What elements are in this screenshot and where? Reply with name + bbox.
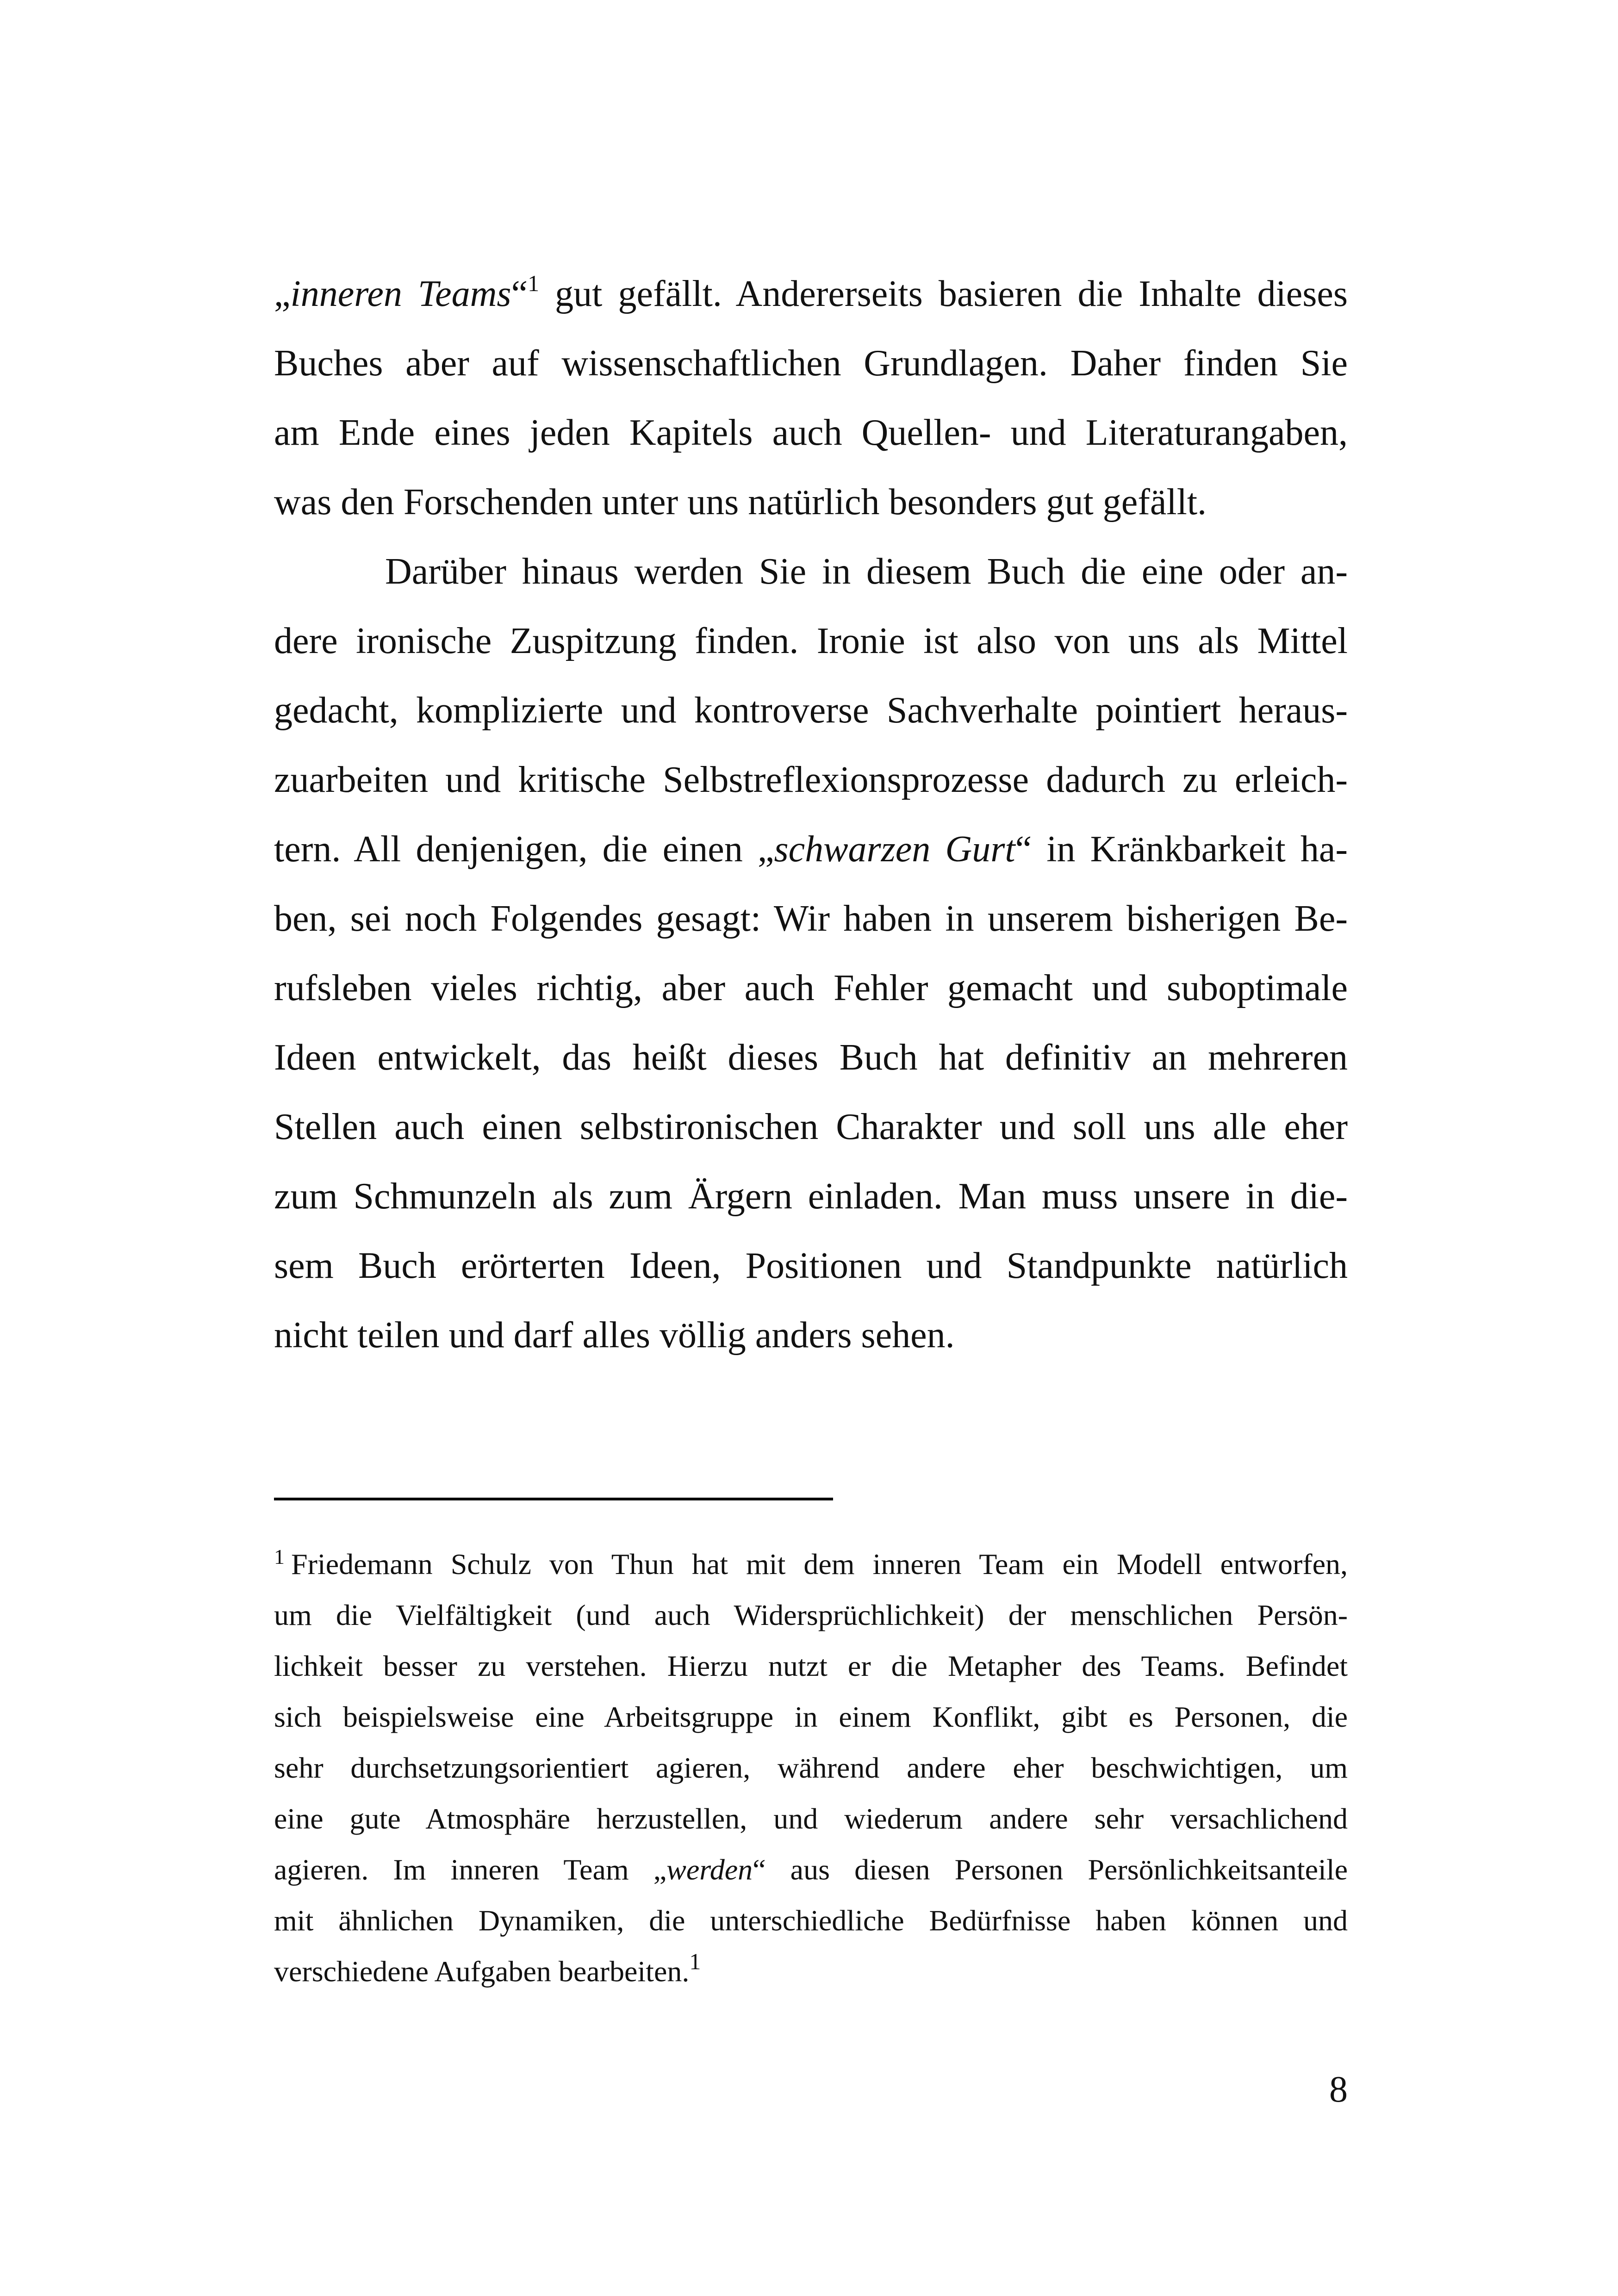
text-line <box>274 1231 1348 1300</box>
text-segment: dere ironische Zuspitzung finden. Ironie ist also von uns als Mittel <box>274 621 1348 661</box>
text-line <box>274 1539 1348 1590</box>
page-number: 8 <box>1329 2069 1348 2110</box>
text-segment: am Ende eines jeden Kapitels auch Quellen- und Literaturangaben, <box>274 412 1348 453</box>
text-line <box>274 1742 1348 1793</box>
text-line <box>274 1023 1348 1092</box>
italic-text: werden <box>666 1853 753 1886</box>
text-segment: gut gefällt. Andererseits basieren die Inhalte dieses <box>539 274 1348 314</box>
text-segment: rufsleben vieles richtig, aber auch Fehler gemacht und suboptimale <box>274 968 1348 1008</box>
text-segment: Ideen entwickelt, das heißt dieses Buch hat definitiv an mehreren <box>274 1037 1348 1078</box>
text-line <box>274 1641 1348 1692</box>
text-segment: zuarbeiten und kritische Selbstreflexionsprozesse dadurch zu erleich- <box>274 759 1348 800</box>
text-line <box>274 1092 1348 1162</box>
text-segment: um die Vielfältigkeit (und auch Widersprüchlichkeit) der menschlichen Persön- <box>274 1599 1348 1631</box>
text-line <box>274 1844 1348 1895</box>
paragraph-1 <box>274 259 1348 537</box>
text-segment: gedacht, komplizierte und kontroverse Sachverhalte pointiert heraus- <box>274 690 1348 731</box>
text-line <box>274 676 1348 745</box>
text-segment: tern. All denjenigen, die einen „ <box>274 829 774 870</box>
footnote-reference[interactable]: 1 <box>689 1948 701 1974</box>
text-segment: was den Forschenden unter uns natürlich besonders gut gefällt. <box>274 482 1207 523</box>
footnote-marker: 1 <box>274 1544 285 1568</box>
text-segment: mit ähnlichen Dynamiken, die unterschiedliche Bedürfnisse haben können und <box>274 1904 1348 1937</box>
text-segment: Stellen auch einen selbstironischen Charakter und soll uns alle eher <box>274 1107 1348 1147</box>
footnote-separator-rule <box>274 1498 833 1500</box>
text-segment: sich beispielsweise eine Arbeitsgruppe in einem Konflikt, gibt es Personen, die <box>274 1700 1348 1733</box>
text-line <box>274 953 1348 1023</box>
text-line <box>274 1946 1348 1997</box>
text-segment: sehr durchsetzungsorientiert agieren, während andere eher beschwichtigen, um <box>274 1751 1348 1784</box>
text-line <box>274 537 1348 606</box>
text-segment: “ <box>511 274 528 314</box>
text-line <box>274 1895 1348 1946</box>
text-segment: “ aus diesen Personen Persönlichkeitsanteile <box>753 1853 1348 1886</box>
text-line <box>274 259 1348 329</box>
text-line <box>274 606 1348 676</box>
text-line <box>274 745 1348 815</box>
paragraph-2 <box>274 537 1348 1370</box>
footnote-reference[interactable]: 1 <box>528 270 540 297</box>
italic-text: inneren Teams <box>290 274 511 314</box>
text-line <box>274 815 1348 884</box>
text-segment: ben, sei noch Folgendes gesagt: Wir haben in unserem bisherigen Be- <box>274 898 1348 939</box>
italic-text: schwarzen Gurt <box>774 829 1015 870</box>
text-segment: verschiedene Aufgaben bearbeiten. <box>274 1955 690 1988</box>
text-line <box>274 1692 1348 1742</box>
text-segment: zum Schmunzeln als zum Ärgern einladen. Man muss unsere in die- <box>274 1176 1348 1217</box>
text-segment: nicht teilen und darf alles völlig anders sehen. <box>274 1315 955 1356</box>
text-segment: Buches aber auf wissenschaftlichen Grundlagen. Daher finden Sie <box>274 343 1348 384</box>
text-line <box>274 398 1348 467</box>
text-line <box>274 1300 1348 1370</box>
text-line <box>274 1162 1348 1231</box>
text-segment: sem Buch erörterten Ideen, Positionen und Standpunkte natürlich <box>274 1245 1348 1286</box>
text-line <box>274 467 1348 537</box>
text-line <box>274 329 1348 398</box>
main-text-block <box>274 259 1348 1370</box>
text-segment: „ <box>274 274 291 314</box>
text-segment: Friedemann Schulz von Thun hat mit dem inneren Team ein Modell entworfen, <box>291 1548 1348 1580</box>
text-segment: “ in Kränkbarkeit ha- <box>1015 829 1348 870</box>
text-segment: Darüber hinaus werden Sie in diesem Buch die eine oder an- <box>385 551 1348 592</box>
text-segment: agieren. Im inneren Team „ <box>274 1853 667 1886</box>
text-line <box>274 884 1348 953</box>
text-line <box>274 1590 1348 1641</box>
footnote-1 <box>274 1539 1348 1997</box>
text-segment: eine gute Atmosphäre herzustellen, und wiederum andere sehr versachlichend <box>274 1802 1348 1835</box>
text-segment: lichkeit besser zu verstehen. Hierzu nutzt er die Metapher des Teams. Befindet <box>274 1649 1348 1682</box>
footnotes-block <box>274 1539 1348 1997</box>
text-line <box>274 1793 1348 1844</box>
